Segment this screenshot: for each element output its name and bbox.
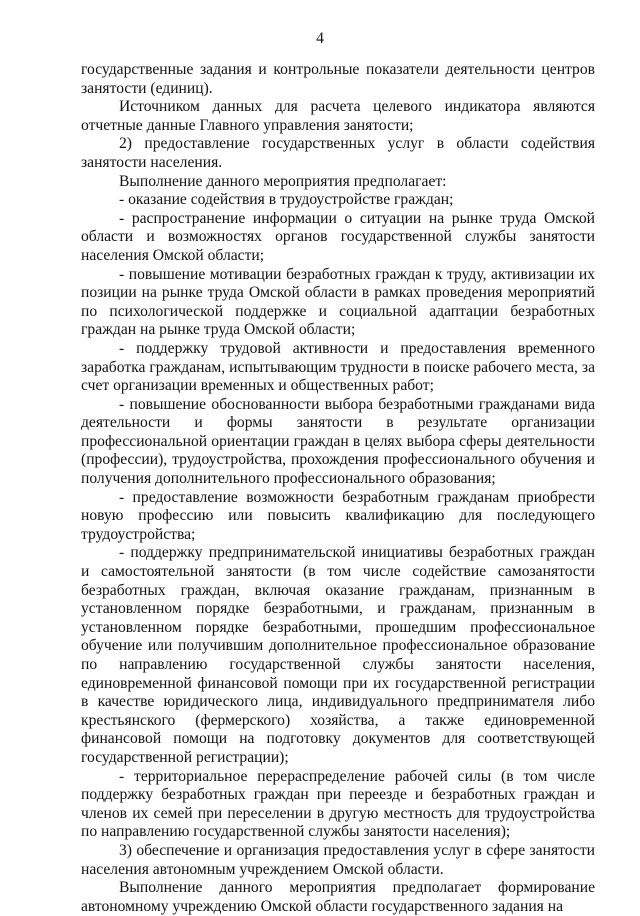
document-body <box>81 61 595 916</box>
list-item: - повышение обоснованности выбора безработными гражданами вида деятельности и формы занятости в результате организации профессиональной ориентации граждан в целях выбора сферы деятельности (профессии), трудоустройства, прохождения профессионального обучения и получения дополнительного профессионального образования; <box>81 395 595 488</box>
list-item: - поддержку трудовой активности и предоставления временного заработка гражданам, испытывающим трудности в поиске рабочего места, за счет организации временных и общественных работ; <box>81 339 595 395</box>
paragraph: 3) обеспечение и организация предоставления услуг в сфере занятости населения автономным учреждением Омской области. <box>81 841 595 878</box>
paragraph: 2) предоставление государственных услуг в области содействия занятости населения. <box>81 135 595 171</box>
paragraph: Выполнение данного мероприятия предполагает: <box>119 172 447 190</box>
list-item: - оказание содействия в трудоустройстве граждан; <box>119 191 454 209</box>
paragraph: государственные задания и контрольные показатели деятельности центров занятости (единиц). <box>81 61 595 97</box>
list-item: - территориальное перераспределение рабочей силы (в том числе поддержку безработных граждан при переезде и безработных граждан и членов их семей при переселении в другую местность для трудоустройства по направлению государственной службы занятости населения); <box>81 767 595 841</box>
list-item: - поддержку предпринимательской инициативы безработных граждан и самостоятельной занятости (в том числе содействие самозанятости безработных граждан, включая оказание гражданам, признанным в установленном порядке безработными, и гражданам, признанным в установленном порядке безработными, прошедшим профессиональное обучение или получившим дополнительное профессиональное образование по направлению государственной службы занятости населения, единовременной финансовой помощи при их государственной регистрации в качестве юридического лица, индивидуального предпринимателя либо крестьянского (фермерского) хозяйства, а также единовременной финансовой помощи на подготовку документов для соответствующей государственной регистрации); <box>81 544 595 766</box>
page-number: 4 <box>316 30 324 47</box>
list-item: - предоставление возможности безработным гражданам приобрести новую профессию или повысить квалификацию для последующего трудоустройства; <box>81 488 595 543</box>
list-item: - повышение мотивации безработных граждан к труду, активизации их позиции на рынке труда Омской области в рамках проведения мероприятий по психологической поддержке и социальной адаптации безработных граждан на рынке труда Омской области; <box>81 265 595 339</box>
list-item: - распространение информации о ситуации на рынке труда Омской области и возможностях органов государственной службы занятости населения Омской области; <box>81 209 595 264</box>
paragraph: Источником данных для расчета целевого индикатора являются отчетные данные Главного управления занятости; <box>81 98 595 134</box>
paragraph: Выполнение данного мероприятия предполагает формирование автономному учреждению Омской области государственного задания на <box>81 879 595 915</box>
